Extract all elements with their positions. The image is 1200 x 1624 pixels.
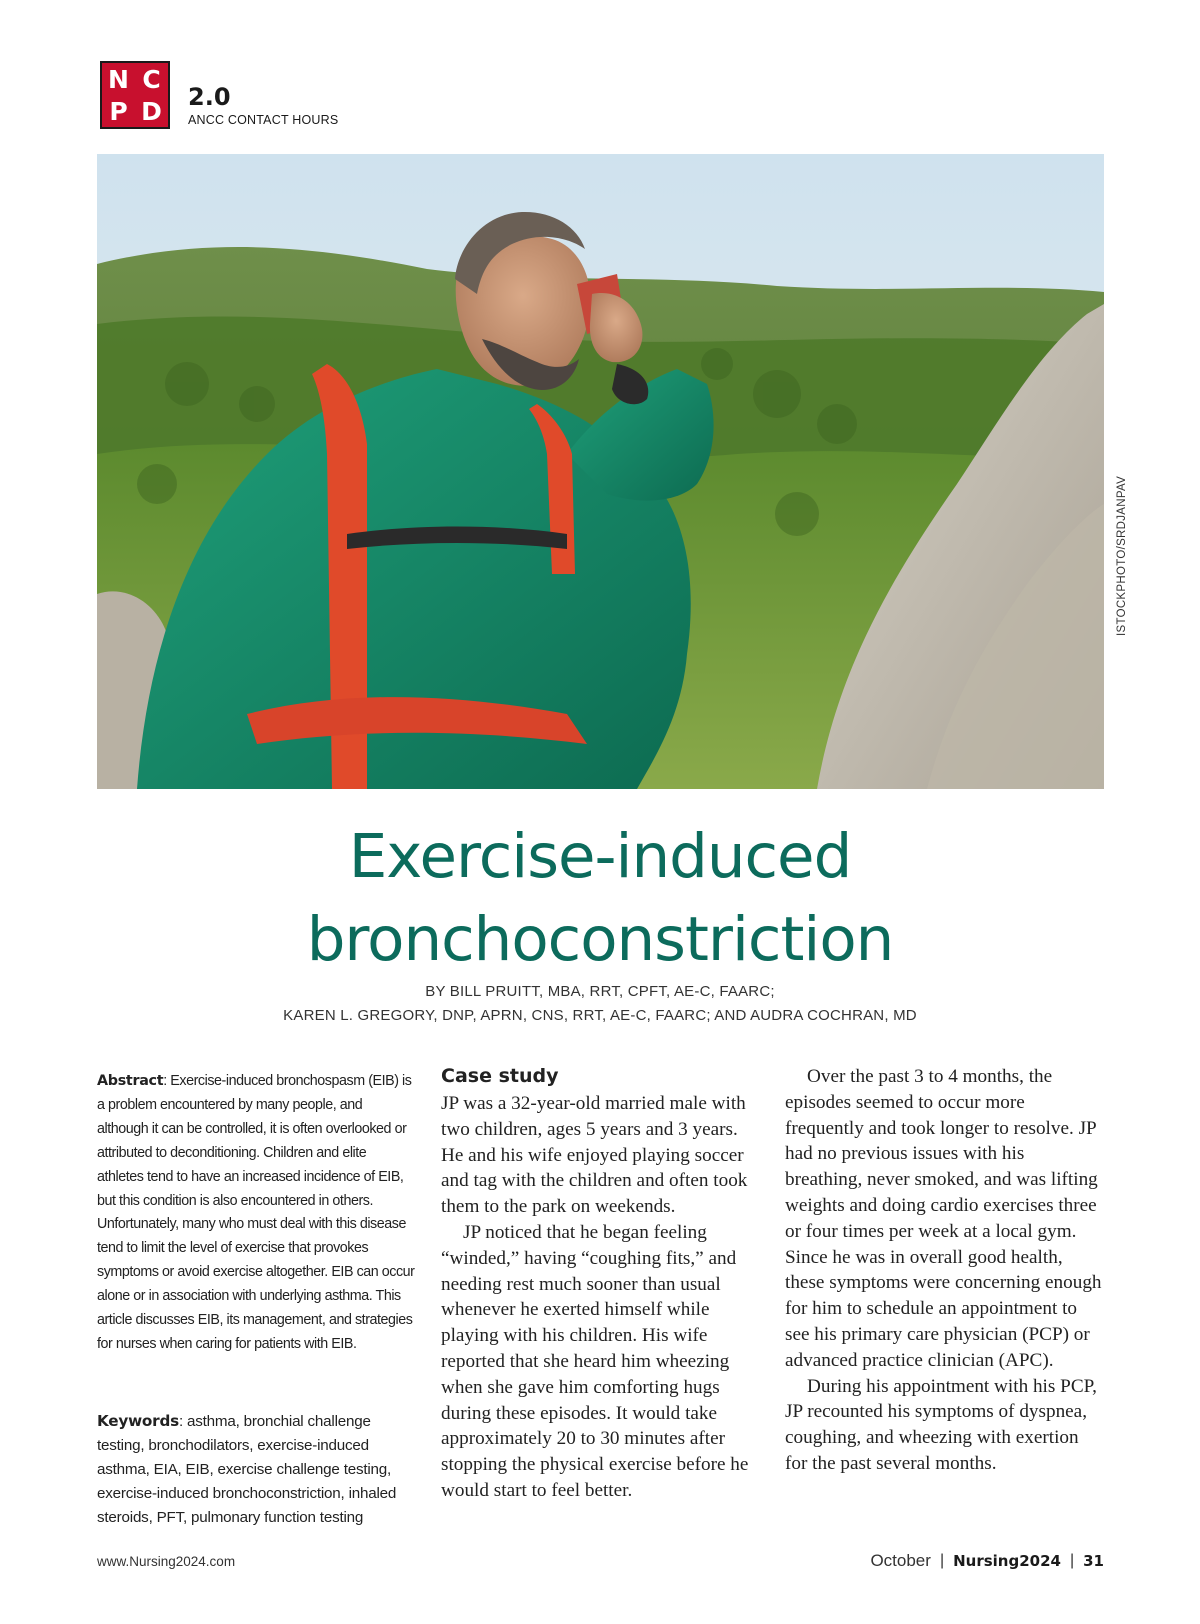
footer-separator: | xyxy=(1069,1552,1075,1569)
abstract xyxy=(97,1070,415,1357)
badge-letter-p: P xyxy=(109,96,128,126)
abstract-text: : Exercise-induced bronchospasm (EIB) is a problem encountered by many people, and although it can be controlled, it is often overlooked or attributed to deconditioning. Children and elite athletes tend to have an increased incidence of EIB, but this condition is also encountered in others. Unfortunately, many who must deal with this disease tend to limit the level of exercise that provokes symptoms or avoid exercise altogether. EIB can occur alone or in association with underlying asthma. This article discusses EIB, its management, and strategies for nurses when caring for patients with EIB. xyxy=(97,1073,415,1352)
keywords-label: Keywords xyxy=(97,1412,179,1430)
byline-line-1: BY BILL PRUITT, MBA, RRT, CPFT, AE-C, FAARC; xyxy=(425,983,775,1000)
footer-magazine: Nursing2024 xyxy=(953,1552,1061,1570)
case-study-column-continued xyxy=(785,1064,1103,1477)
keywords-text: : asthma, bronchial challenge testing, bronchodilators, exercise-induced asthma, EIA, EIB, exercise challenge testing, exercise-induced bronchoconstriction, inhaled steroids, PFT, pulmonary function testing xyxy=(97,1413,397,1526)
badge-letter-n: N xyxy=(108,64,129,94)
footer-separator: | xyxy=(939,1552,945,1569)
footer-month: October xyxy=(870,1551,931,1570)
case-study-column xyxy=(441,1064,759,1504)
hero-photo xyxy=(97,154,1104,789)
case-study-paragraph: JP noticed that he began feeling “winded,” having “coughing fits,” and needing rest much sooner than usual whenever he exerted himself while playing with his children. His wife reported that she heard him wheezing when she gave him comforting hugs during these episodes. It would take approximately 20 to 30 minutes after stopping the physical exercise before he would start to feel better. xyxy=(441,1221,749,1501)
footer-url: www.Nursing2024.com xyxy=(97,1554,236,1569)
section-heading-case-study: Case study xyxy=(441,1065,559,1087)
badge-letter-c: C xyxy=(142,64,161,94)
hiker-inhaler-illustration xyxy=(97,154,1104,789)
case-study-paragraph: Over the past 3 to 4 months, the episodes seemed to occur more frequently and took longer to resolve. JP had no previous issues with his breathing, never smoked, and was lifting weights and doing cardio exercises three or four times per week at a local gym. Since he was in overall good health, these symptoms were concerning enough for him to schedule an appointment to see his primary care physician (PCP) or advanced practice clinician (APC). xyxy=(785,1066,1102,1371)
title-line-2: bronchoconstriction xyxy=(306,904,894,975)
byline xyxy=(0,980,1200,1028)
abstract-label: Abstract xyxy=(97,1073,164,1089)
ncpd-badge xyxy=(100,61,170,129)
badge-letter-d: D xyxy=(141,96,162,126)
keywords xyxy=(97,1410,415,1530)
contact-hours-value: 2.0 xyxy=(188,83,231,111)
photo-credit: ISTOCKPHOTO/SRDJANPAV xyxy=(1116,475,1128,636)
page-number: 31 xyxy=(1083,1552,1104,1570)
folio xyxy=(870,1551,1104,1571)
title-line-1: Exercise-induced xyxy=(348,821,852,892)
article-title xyxy=(0,815,1200,981)
case-study-paragraph: During his appointment with his PCP, JP recounted his symptoms of dyspnea, coughing, and wheezing with exertion for the past several months. xyxy=(785,1375,1097,1474)
case-study-paragraph: JP was a 32-year-old married male with two children, ages 5 years and 3 years. He and his wife enjoyed playing soccer and tag with the children and often took them to the park on weekends. xyxy=(441,1093,748,1218)
contact-hours-label: ANCC CONTACT HOURS xyxy=(188,113,339,127)
byline-line-2: KAREN L. GREGORY, DNP, APRN, CNS, RRT, AE-C, FAARC; AND AUDRA COCHRAN, MD xyxy=(283,1007,917,1024)
